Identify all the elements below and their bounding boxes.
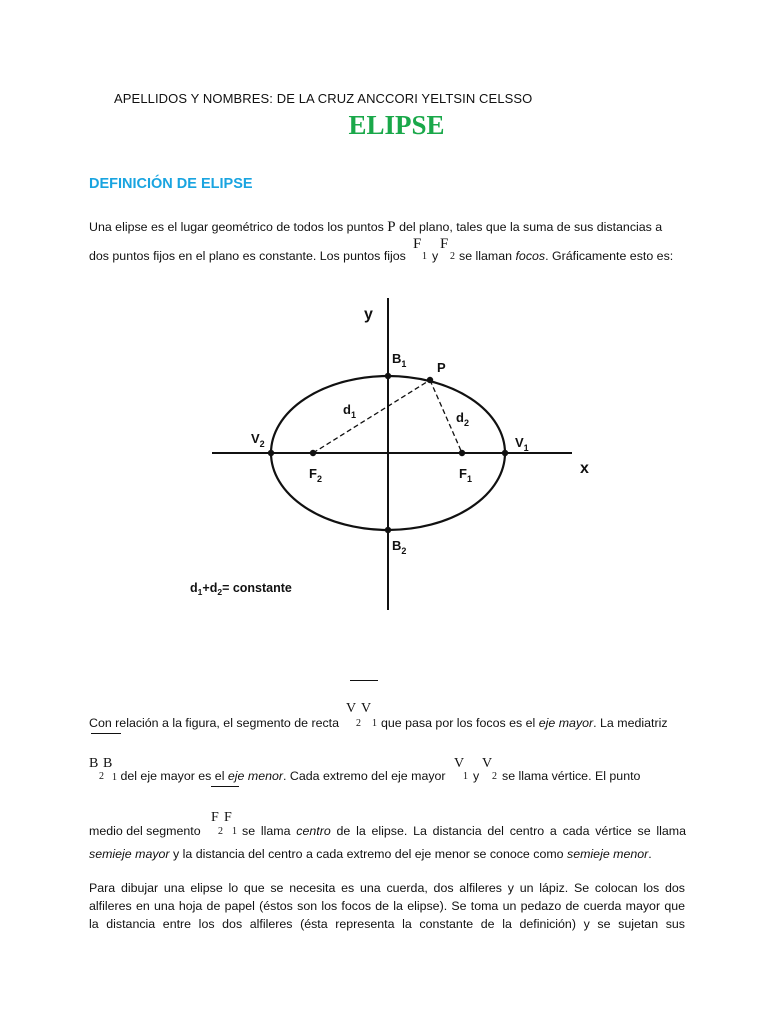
label-d1: $d_1$ bbox=[343, 402, 356, 420]
segment-overbar bbox=[211, 786, 239, 787]
para-text: que pasa por los focos es el bbox=[381, 716, 536, 730]
para-text: se llama bbox=[242, 824, 291, 838]
vertex-v1-point bbox=[502, 450, 508, 456]
focus-f1-point bbox=[459, 450, 465, 456]
point-p bbox=[427, 377, 433, 383]
label-b1: $B_1$ bbox=[392, 351, 407, 369]
label-f2: $F_2$ bbox=[309, 466, 322, 484]
subscript: 2 bbox=[492, 771, 497, 782]
subscript: 1 bbox=[112, 772, 117, 783]
section-heading: DEFINICIÓN DE ELIPSE bbox=[89, 176, 253, 192]
covertex-b1-point bbox=[385, 373, 391, 379]
intro-line-2-end bbox=[459, 249, 673, 263]
covertex-symbol-b: B bbox=[103, 756, 113, 771]
label-b2: $B_2$ bbox=[392, 538, 407, 556]
distance-d1 bbox=[313, 380, 430, 453]
eje-menor-term: eje menor bbox=[227, 769, 284, 783]
focos-term: focos bbox=[515, 249, 546, 263]
para-text: y la distancia del centro a cada extremo del eje menor se conoce como bbox=[173, 847, 564, 861]
para4-line-3: la distancia entre los dos alfileres (ésta representa la constante de la definición) y se sujetan sus bbox=[89, 917, 685, 931]
label-v1: $V_1$ bbox=[515, 435, 529, 453]
intro-text: dos puntos fijos en el plano es constante. Los puntos fijos bbox=[89, 249, 406, 263]
author-line: APELLIDOS Y NOMBRES: DE LA CRUZ ANCCORI YELTSIN CELSSO bbox=[114, 91, 533, 106]
focus-symbol-f: F bbox=[440, 236, 449, 252]
page-title: ELIPSE bbox=[348, 110, 445, 140]
subscript: 1 bbox=[232, 826, 237, 837]
para4-line-2: alfileres en una hoja de papel (éstos son los focos de la elipse). Se toma un pedazo de cuerda mayor que bbox=[89, 899, 685, 913]
ellipse-figure bbox=[190, 290, 610, 620]
vertex-symbol-v: V bbox=[346, 701, 357, 716]
covertex-b2-point bbox=[385, 527, 391, 533]
para-text: de la elipse. La distancia del centro a cada vértice se llama bbox=[336, 824, 687, 838]
segment-overbar bbox=[91, 733, 121, 734]
vertex-symbol-v: V bbox=[482, 756, 493, 771]
vertex-symbol-v: V bbox=[454, 756, 465, 771]
para-text: . bbox=[648, 847, 652, 861]
semieje-mayor-term: semieje mayor bbox=[89, 847, 170, 861]
intro-text: . Gráficamente esto es: bbox=[545, 249, 674, 263]
intro-text: se llaman bbox=[459, 249, 513, 263]
intro-text: Una elipse es el lugar geométrico de todos los puntos bbox=[89, 220, 384, 234]
para-text: . La mediatriz bbox=[593, 716, 668, 730]
para-text: del eje mayor es el bbox=[120, 769, 225, 783]
semieje-menor-term: semieje menor bbox=[567, 847, 649, 861]
subscript: 1 bbox=[372, 718, 377, 729]
focus-symbol-f: F bbox=[224, 810, 232, 825]
para-text: se llama vértice. El punto bbox=[502, 769, 641, 783]
subscript: 1 bbox=[422, 251, 427, 262]
conjunction: y bbox=[473, 769, 480, 783]
covertex-symbol-b: B bbox=[89, 756, 99, 771]
constant-sum-equation: $d_1+d_2=$ constante bbox=[190, 581, 292, 597]
para2-line-end bbox=[502, 769, 640, 783]
label-d2: $d_2$ bbox=[456, 410, 469, 428]
para4-line-1: Para dibujar una elipse lo que se necesita es una cuerda, dos alfileres y un lápiz. Se colocan los dos bbox=[89, 881, 685, 895]
x-axis-label: x bbox=[580, 460, 589, 477]
para3-line-2 bbox=[89, 847, 652, 861]
subscript: 2 bbox=[450, 251, 455, 262]
subscript: 2 bbox=[218, 826, 223, 837]
segment-overbar bbox=[350, 680, 378, 681]
para1-line bbox=[89, 716, 339, 730]
subscript: 2 bbox=[356, 718, 361, 729]
para-text: medio del segmento bbox=[89, 824, 201, 838]
vertex-v2-point bbox=[268, 450, 274, 456]
para1-line-end bbox=[381, 716, 668, 730]
conjunction: y bbox=[432, 249, 439, 263]
vertex-symbol-v: V bbox=[361, 701, 372, 716]
y-axis-label: y bbox=[364, 306, 373, 323]
centro-term: centro bbox=[296, 824, 331, 838]
label-f1: $F_1$ bbox=[459, 466, 472, 484]
focus-f2-point bbox=[310, 450, 316, 456]
para-text: Con relación a la figura, el segmento de recta bbox=[89, 716, 340, 730]
point-p-symbol: P bbox=[387, 219, 396, 235]
para3-line-1b bbox=[242, 824, 686, 838]
subscript: 1 bbox=[463, 771, 468, 782]
para3-line-1a bbox=[89, 824, 201, 838]
subscript: 2 bbox=[99, 771, 104, 782]
intro-line-1 bbox=[89, 219, 662, 236]
para-text: . Cada extremo del eje mayor bbox=[283, 769, 446, 783]
focus-symbol-f: F bbox=[211, 810, 219, 825]
label-p: P bbox=[437, 360, 446, 375]
intro-line-2 bbox=[89, 249, 406, 263]
focus-symbol-f: F bbox=[413, 236, 422, 252]
eje-mayor-term: eje mayor bbox=[538, 716, 594, 730]
para2-line bbox=[112, 769, 446, 783]
label-v2: $V_2$ bbox=[251, 431, 265, 449]
intro-text: del plano, tales que la suma de sus distancias a bbox=[399, 220, 663, 234]
